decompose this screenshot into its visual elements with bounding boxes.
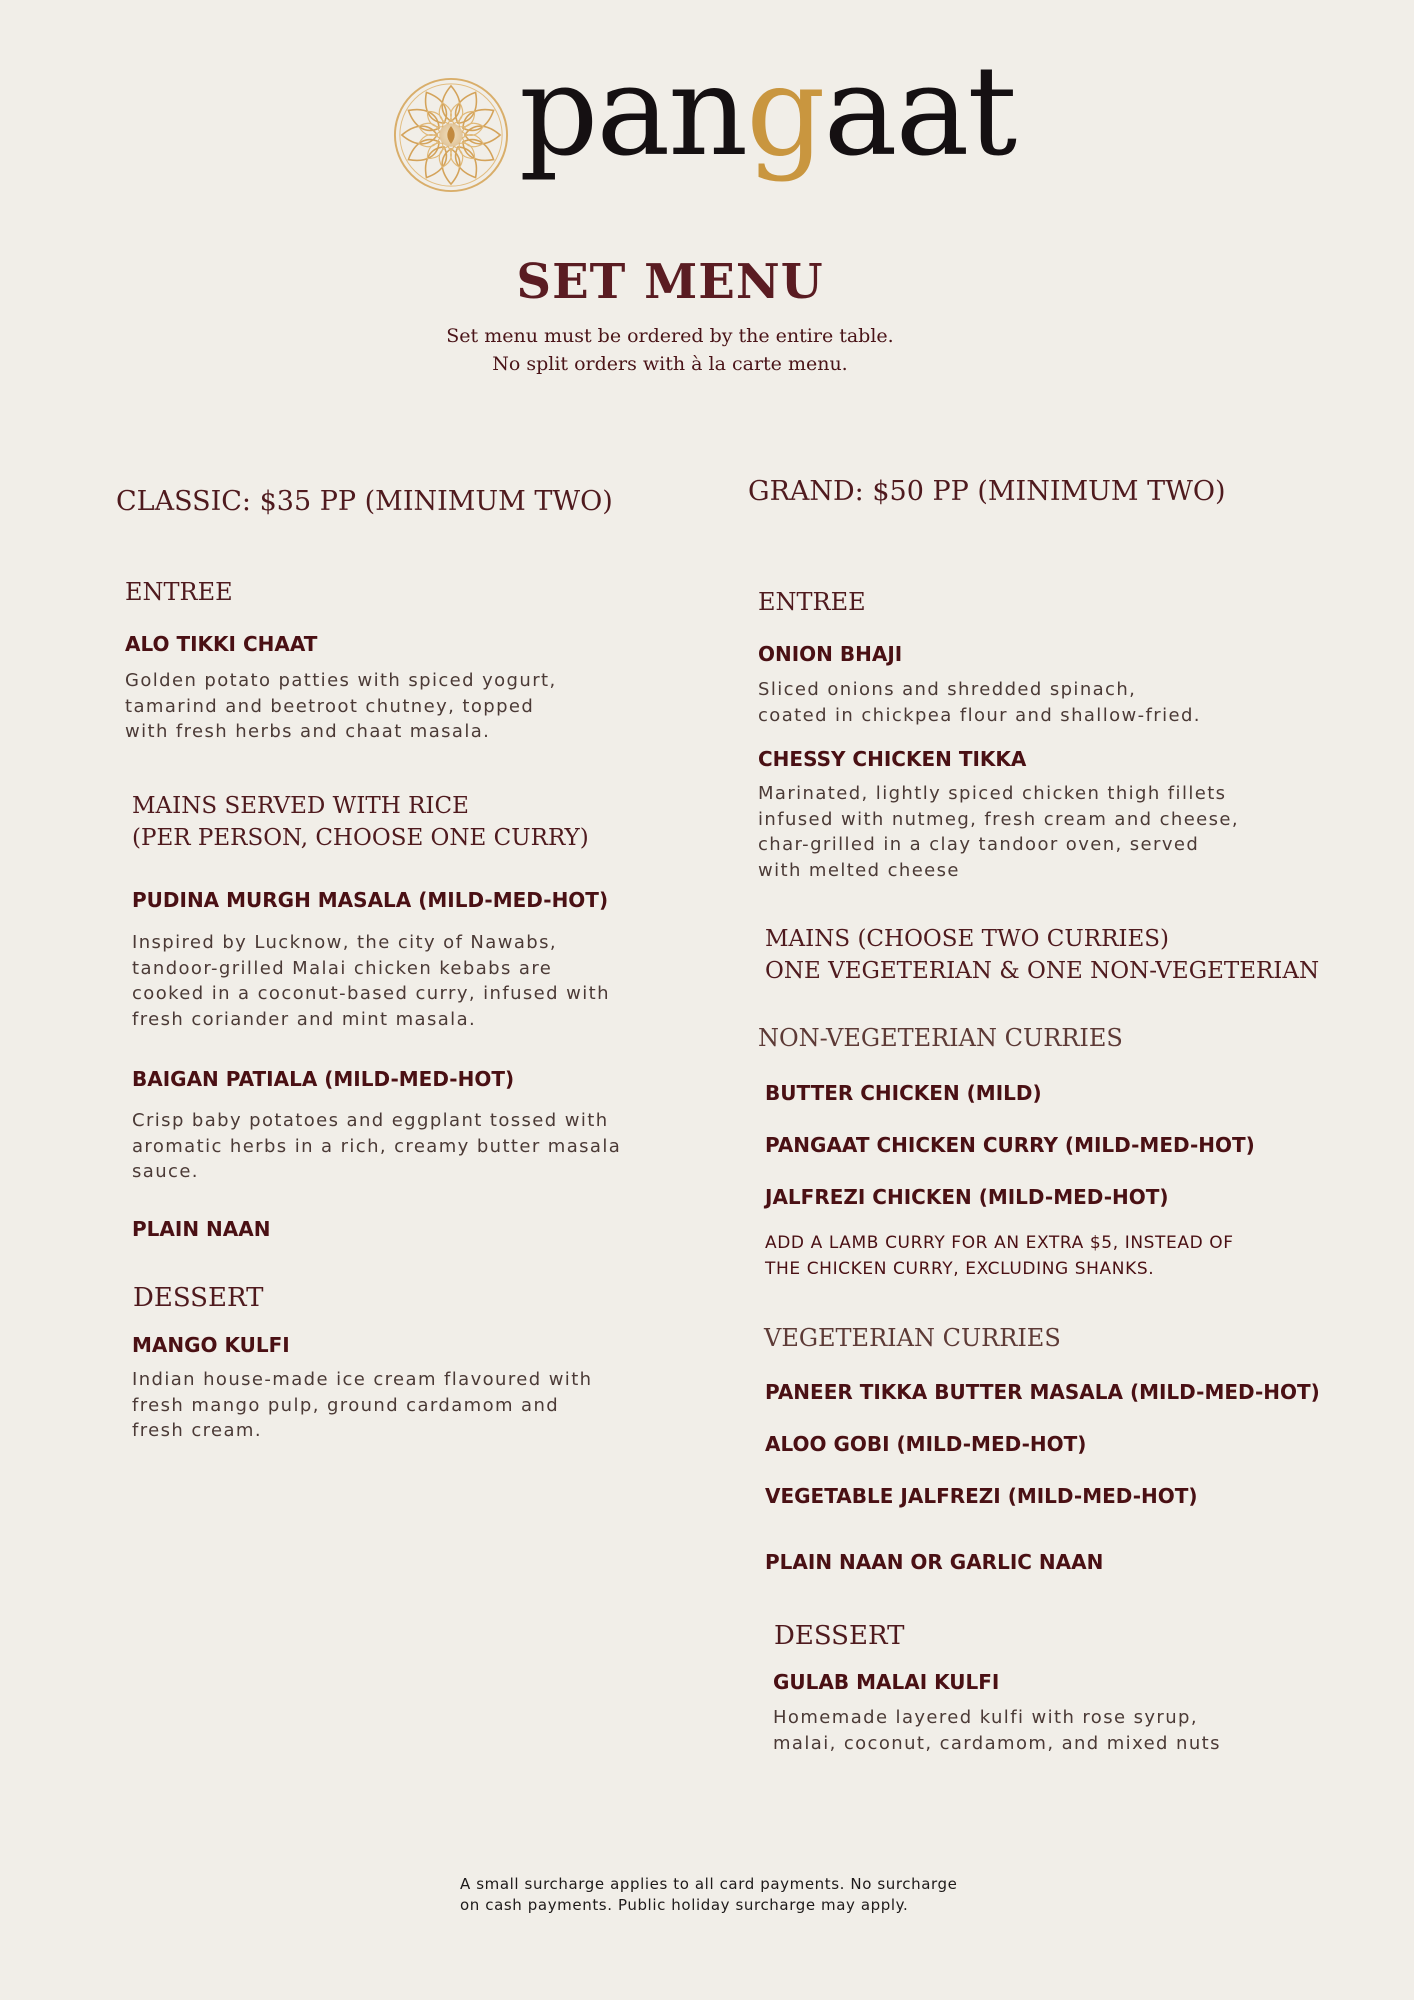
grand-dessert-desc: Homemade layered kulfi with rose syrup, malai, coconut, cardamom, and mixed nuts (773, 1707, 1221, 1754)
grand-nonveg-item-2: PANGAAT CHICKEN CURRY (MILD-MED-HOT) (765, 1133, 1255, 1157)
subtitle-line-2: No split orders with à la carte menu. (492, 353, 848, 375)
grand-veg-label: VEGETERIAN CURRIES (764, 1324, 1061, 1352)
grand-bread: PLAIN NAAN OR GARLIC NAAN (765, 1550, 1104, 1574)
classic-bread: PLAIN NAAN (132, 1217, 271, 1241)
footer-surcharge-note: A small surcharge applies to all card payments. No surcharge on cash payments. Public holiday surcharge may apply. (460, 1875, 958, 1914)
grand-nonveg-label: NON-VEGETERIAN CURRIES (758, 1024, 1123, 1052)
grand-nonveg-item-1: BUTTER CHICKEN (MILD) (765, 1081, 1042, 1105)
grand-lamb-note: ADD A LAMB CURRY FOR AN EXTRA $5, INSTEAD OF THE CHICKEN CURRY, EXCLUDING SHANKS. (765, 1233, 1234, 1279)
page-title: SET MENU (516, 254, 824, 310)
subtitle-line-1: Set menu must be ordered by the entire table. (446, 325, 894, 347)
classic-dessert-label: DESSERT (133, 1283, 264, 1313)
classic-heading: CLASSIC: $35 PP (MINIMUM TWO) (116, 486, 613, 517)
classic-mains-line-1: MAINS SERVED WITH RICE (132, 793, 469, 819)
brand-wordmark (519, 40, 1016, 184)
classic-entree-desc: Golden potato patties with spiced yogurt, tamarind and beetroot chutney, topped with fresh herbs and chaat masala. (125, 670, 557, 742)
grand-dessert-label: DESSERT (774, 1621, 905, 1651)
grand-dessert-dish: GULAB MALAI KULFI (773, 1670, 1000, 1694)
classic-main2-desc: Crisp baby potatoes and eggplant tossed with aromatic herbs in a rich, creamy butter masala sauce. (132, 1110, 622, 1182)
grand-mains-line-2: ONE VEGETERIAN & ONE NON-VEGETERIAN (765, 958, 1320, 984)
brand-name-accent: g (746, 40, 824, 184)
mandala-icon (392, 76, 510, 194)
grand-veg-item-3: VEGETABLE JALFREZI (MILD-MED-HOT) (765, 1484, 1198, 1508)
classic-entree-label: ENTREE (125, 578, 233, 606)
classic-main1-dish: PUDINA MURGH MASALA (MILD-MED-HOT) (132, 888, 609, 912)
classic-main1-desc: Inspired by Lucknow, the city of Nawabs, tandoor-grilled Malai chicken kebabs are cooked in a coconut-based curry, infused with fresh coriander and mint masala. (132, 932, 610, 1030)
classic-mains-line-2: (PER PERSON, CHOOSE ONE CURRY) (132, 825, 589, 851)
brand-name-part1: pan (519, 40, 747, 184)
grand-entree1-dish: ONION BHAJI (758, 642, 903, 666)
brand-name-part2: aat (823, 40, 1016, 184)
brand-logo (392, 40, 1016, 208)
grand-entree-label: ENTREE (758, 588, 866, 616)
grand-mains-line-1: MAINS (CHOOSE TWO CURRIES) (765, 926, 1170, 952)
grand-entree2-desc: Marinated, lightly spiced chicken thigh fillets infused with nutmeg, fresh cream and cheese, char-grilled in a clay tandoor oven, served with melted cheese (758, 783, 1240, 881)
classic-entree-dish: ALO TIKKI CHAAT (125, 632, 318, 656)
grand-entree2-dish: CHESSY CHICKEN TIKKA (758, 747, 1027, 771)
classic-dessert-dish: MANGO KULFI (132, 1333, 290, 1357)
classic-dessert-desc: Indian house-made ice cream flavoured with fresh mango pulp, ground cardamom and fresh cream. (132, 1369, 593, 1441)
grand-entree1-desc: Sliced onions and shredded spinach, coated in chickpea flour and shallow-fried. (758, 679, 1201, 726)
grand-heading: GRAND: $50 PP (MINIMUM TWO) (748, 476, 1226, 507)
classic-main2-dish: BAIGAN PATIALA (MILD-MED-HOT) (132, 1067, 515, 1091)
grand-nonveg-item-3: JALFREZI CHICKEN (MILD-MED-HOT) (765, 1185, 1169, 1209)
grand-veg-item-2: ALOO GOBI (MILD-MED-HOT) (765, 1432, 1087, 1456)
grand-veg-item-1: PANEER TIKKA BUTTER MASALA (MILD-MED-HOT) (765, 1380, 1320, 1404)
